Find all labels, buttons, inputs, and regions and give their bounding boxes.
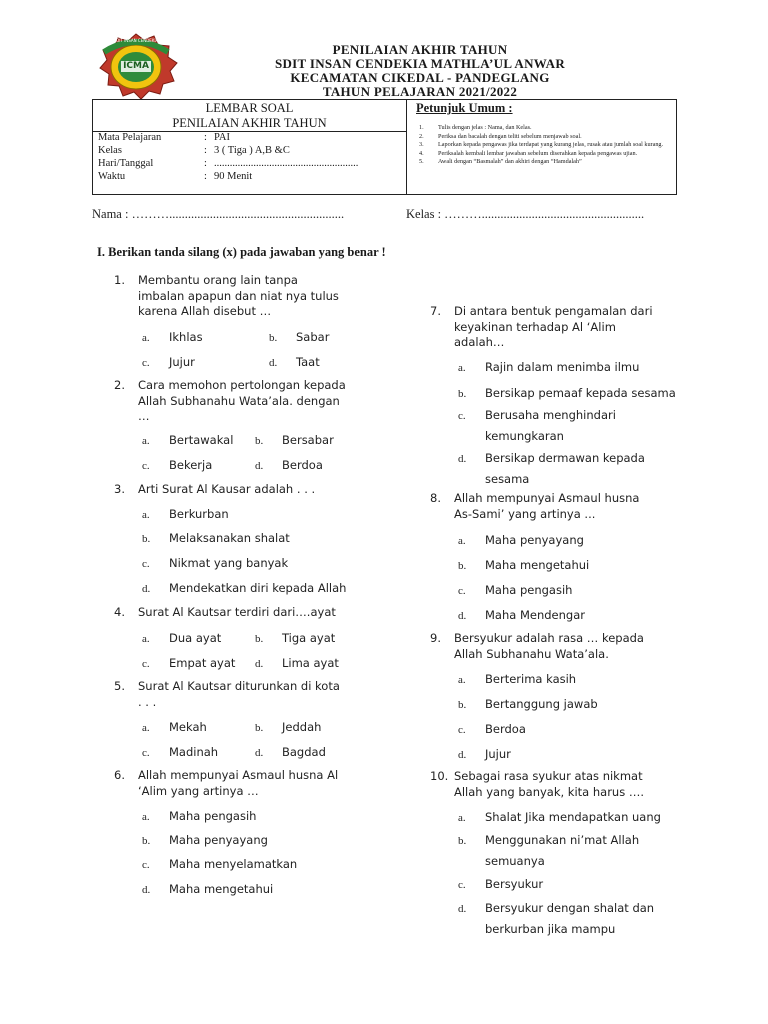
option-letter: d. xyxy=(142,884,151,896)
petunjuk-item xyxy=(419,133,669,141)
petunjuk-title: Petunjuk Umum : xyxy=(416,101,513,115)
answer-option[interactable] xyxy=(255,433,334,447)
answer-option[interactable] xyxy=(458,901,654,915)
option-letter: c. xyxy=(458,410,466,422)
answer-option[interactable] xyxy=(458,386,676,400)
question-text xyxy=(138,273,339,320)
question-line: Allah Subhanahu Wata’ala. dengan xyxy=(138,393,340,408)
question-line: Allah yang banyak, kita harus …. xyxy=(454,784,645,799)
answer-option[interactable] xyxy=(458,533,584,547)
option-text: Shalat Jika mendapatkan uang xyxy=(485,810,661,824)
question-text xyxy=(454,769,644,800)
answer-option[interactable] xyxy=(142,631,221,645)
answer-option[interactable] xyxy=(458,810,661,824)
question-line: keyakinan terhadap Al ‘Alim xyxy=(454,319,616,334)
option-letter: b. xyxy=(458,699,467,711)
option-letter: a. xyxy=(142,633,150,645)
answer-option[interactable] xyxy=(269,330,329,344)
petunjuk-list xyxy=(419,124,669,167)
option-letter: d. xyxy=(458,453,467,465)
option-text: Mendekatkan diri kepada Allah xyxy=(169,581,347,595)
question xyxy=(114,273,364,320)
answer-option[interactable] xyxy=(142,656,235,670)
petunjuk-text: Awali dengan “Basmalah” dan akhiri dengan “Hamdalah” xyxy=(438,158,582,165)
header-school: SDIT INSAN CENDEKIA MATHLA’UL ANWAR xyxy=(274,56,566,71)
answer-option[interactable] xyxy=(142,720,207,734)
question-line: Allah mempunyai Asmaul husna xyxy=(454,491,640,505)
option-text: Tiga ayat xyxy=(282,631,336,645)
question-line: Di antara bentuk pengamalan dari xyxy=(454,304,653,318)
question-text xyxy=(138,605,336,621)
question-text xyxy=(454,631,644,662)
option-text: semuanya xyxy=(485,854,545,868)
answer-option[interactable] xyxy=(458,408,616,422)
question-number: 7. xyxy=(430,304,441,318)
option-text: Mekah xyxy=(169,720,207,734)
option-letter: a. xyxy=(458,535,466,547)
question-number: 1. xyxy=(114,273,125,287)
option-text: Nikmat yang banyak xyxy=(169,556,289,570)
question xyxy=(114,768,364,799)
kelas-field[interactable]: Kelas : ……….................................................... xyxy=(406,207,645,221)
info-row xyxy=(98,158,358,170)
option-text: Jeddah xyxy=(282,720,322,734)
question-line: Arti Surat Al Kausar adalah . . . xyxy=(138,482,316,496)
petunjuk-item xyxy=(419,158,669,166)
petunjuk-number: 4. xyxy=(419,149,424,157)
question-text xyxy=(138,679,340,710)
info-colon: : xyxy=(204,132,207,143)
option-letter: a. xyxy=(458,362,466,374)
penilaian-title: PENILAIAN AKHIR TAHUN xyxy=(172,116,327,130)
option-text: Bersikap dermawan kepada xyxy=(485,451,645,465)
question xyxy=(430,491,680,522)
option-letter: d. xyxy=(269,357,278,369)
option-letter: b. xyxy=(458,835,467,847)
option-letter: c. xyxy=(458,879,466,891)
info-value: 90 Menit xyxy=(214,171,253,182)
question-line: … xyxy=(138,409,150,423)
question-number: 6. xyxy=(114,768,125,782)
petunjuk-number: 5. xyxy=(419,158,424,165)
option-letter: a. xyxy=(142,332,150,344)
info-value: ....................................................... xyxy=(214,158,359,169)
option-text: Rajin dalam menimba ilmu xyxy=(485,360,640,374)
question-text xyxy=(138,482,315,498)
option-text: Berterima kasih xyxy=(485,672,577,686)
option-text: Lima ayat xyxy=(282,656,339,670)
option-letter: b. xyxy=(458,560,467,572)
header-title: PENILAIAN AKHIR TAHUN xyxy=(332,42,508,57)
question-line: Sebagai rasa syukur atas nikmat xyxy=(454,769,643,783)
question-number: 10. xyxy=(430,769,449,783)
answer-option[interactable] xyxy=(142,433,233,447)
option-text: Jujur xyxy=(169,355,195,369)
option-letter: c. xyxy=(142,859,150,871)
petunjuk-item xyxy=(419,124,669,132)
option-letter: c. xyxy=(142,658,150,670)
option-text: Bertawakal xyxy=(169,433,234,447)
question xyxy=(430,304,680,351)
option-text: Maha pengasih xyxy=(169,809,257,823)
option-text: Maha penyayang xyxy=(485,533,584,547)
petunjuk-number: 3. xyxy=(419,141,424,148)
option-text: Berdoa xyxy=(485,722,526,736)
answer-option[interactable] xyxy=(458,747,511,761)
section-instruction: I. Berikan tanda silang (x) pada jawaban yang benar ! xyxy=(97,245,386,259)
question-line: ‘Alim yang artinya … xyxy=(138,783,259,798)
petunjuk-text: Periksa dan bacalah dengan teliti sebelum menjawab soal. xyxy=(438,132,582,140)
answer-option[interactable] xyxy=(142,556,288,570)
question-line: . . . xyxy=(138,694,157,709)
answer-option[interactable] xyxy=(458,697,598,711)
option-letter: d. xyxy=(458,903,467,915)
exam-info-box xyxy=(92,99,677,195)
header-district: KECAMATAN CIKEDAL - PANDEGLANG xyxy=(290,70,550,85)
option-text: Berdoa xyxy=(282,458,323,472)
option-text: Berkurban xyxy=(169,507,229,521)
petunjuk-item xyxy=(419,150,669,158)
petunjuk-text: Periksalah kembali lembar jawaban sebelum diserahkan kepada pengawas ujian. xyxy=(438,149,638,157)
option-text: Bersabar xyxy=(282,433,334,447)
option-letter: a. xyxy=(458,812,466,824)
option-text: Berusaha menghindari xyxy=(485,408,616,422)
question-line: Surat Al Kautsar terdiri dari….ayat xyxy=(138,605,336,619)
answer-option[interactable] xyxy=(142,355,195,369)
option-letter: b. xyxy=(255,633,264,645)
option-text: Maha pengasih xyxy=(485,583,573,597)
info-row xyxy=(98,132,230,144)
option-text: Maha mengetahui xyxy=(485,558,590,572)
option-letter: d. xyxy=(142,583,151,595)
info-key: Kelas xyxy=(98,145,122,156)
question-text xyxy=(454,304,653,351)
question-line: karena Allah disebut … xyxy=(138,304,272,318)
answer-option[interactable] xyxy=(458,583,572,597)
answer-option-continued xyxy=(485,429,564,443)
question-number: 2. xyxy=(114,378,125,392)
info-colon: : xyxy=(204,158,207,169)
answer-option[interactable] xyxy=(458,608,585,622)
question-line: Membantu orang lain tanpa xyxy=(138,273,298,287)
info-colon: : xyxy=(204,171,207,182)
info-key: Mata Pelajaran xyxy=(98,132,162,143)
info-row xyxy=(98,171,252,183)
answer-option[interactable] xyxy=(142,507,229,521)
option-text: Maha penyayang xyxy=(169,833,268,847)
question-line: As-Sami’ yang artinya ... xyxy=(454,506,596,521)
info-key: Waktu xyxy=(98,171,126,182)
option-text: Bersikap pemaaf kepada sesama xyxy=(485,386,676,400)
option-letter: d. xyxy=(458,610,467,622)
answer-option[interactable] xyxy=(458,877,543,891)
option-text: Maha menyelamatkan xyxy=(169,857,298,871)
option-text: Bagdad xyxy=(282,745,326,759)
option-text: sesama xyxy=(485,472,530,486)
option-letter: b. xyxy=(255,722,264,734)
answer-option[interactable] xyxy=(142,531,290,545)
petunjuk-item xyxy=(419,141,669,149)
option-text: Sabar xyxy=(296,330,330,344)
option-text: kemungkaran xyxy=(485,429,564,443)
option-text: Madinah xyxy=(169,745,219,759)
question-number: 5. xyxy=(114,679,125,693)
answer-option-continued xyxy=(485,854,545,868)
question-text xyxy=(138,768,338,799)
option-text: Menggunakan ni’mat Allah xyxy=(485,833,640,847)
option-letter: a. xyxy=(142,435,150,447)
question-line: Surat Al Kautsar diturunkan di kota xyxy=(138,679,340,693)
answer-option[interactable] xyxy=(458,558,589,572)
question-text xyxy=(454,491,639,522)
question xyxy=(114,679,364,710)
answer-option-continued xyxy=(485,472,529,486)
answer-option[interactable] xyxy=(255,631,335,645)
question-number: 9. xyxy=(430,631,441,645)
info-value: 3 ( Tiga ) A,B &C xyxy=(214,145,290,156)
option-text: Jujur xyxy=(485,747,511,761)
option-letter: a. xyxy=(142,811,150,823)
question-text xyxy=(138,378,346,425)
question-line: adalah… xyxy=(454,335,505,349)
question xyxy=(430,769,680,800)
option-letter: b. xyxy=(458,388,467,400)
question xyxy=(430,631,680,662)
option-text: Ikhlas xyxy=(169,330,203,344)
answer-option-continued xyxy=(485,922,615,936)
name-field[interactable]: Nama : ………........................................................ xyxy=(92,207,345,221)
option-text: Taat xyxy=(296,355,320,369)
answer-option[interactable] xyxy=(142,330,203,344)
answer-option[interactable] xyxy=(255,745,326,759)
question xyxy=(114,482,364,498)
petunjuk-number: 1. xyxy=(419,124,424,131)
option-letter: a. xyxy=(142,722,150,734)
answer-option[interactable] xyxy=(142,833,268,847)
answer-option[interactable] xyxy=(142,882,273,896)
option-letter: b. xyxy=(142,533,151,545)
info-value: PAI xyxy=(214,132,230,143)
option-text: Bersyukur xyxy=(485,877,544,891)
petunjuk-text: Laporkan kepada pengawas jika terdapat yang kurang jelas, rusak atau jumlah soal kurang. xyxy=(438,141,664,148)
answer-option[interactable] xyxy=(142,458,212,472)
question-number: 3. xyxy=(114,482,125,496)
option-text: Maha Mendengar xyxy=(485,608,585,622)
option-letter: b. xyxy=(269,332,278,344)
option-letter: c. xyxy=(142,357,150,369)
option-text: Empat ayat xyxy=(169,656,236,670)
option-letter: a. xyxy=(458,674,466,686)
option-letter: c. xyxy=(142,747,150,759)
option-letter: d. xyxy=(458,749,467,761)
question-line: Bersyukur adalah rasa … kepada xyxy=(454,631,644,645)
info-row xyxy=(98,145,290,157)
option-letter: c. xyxy=(458,724,466,736)
question-line: Allah Subhanahu Wata’ala. xyxy=(454,646,609,661)
option-letter: c. xyxy=(458,585,466,597)
petunjuk-number: 2. xyxy=(419,132,424,140)
answer-option[interactable] xyxy=(269,355,320,369)
option-text: Bertanggung jawab xyxy=(485,697,598,711)
school-logo xyxy=(90,30,182,102)
option-text: Melaksanakan shalat xyxy=(169,531,290,545)
option-text: Bersyukur dengan shalat dan xyxy=(485,901,655,915)
question xyxy=(114,378,364,425)
info-key: Hari/Tanggal xyxy=(98,158,154,169)
header-year: TAHUN PELAJARAN 2021/2022 xyxy=(322,84,518,99)
option-letter: c. xyxy=(142,460,150,472)
answer-option[interactable] xyxy=(458,672,576,686)
answer-option[interactable] xyxy=(458,833,639,847)
answer-option[interactable] xyxy=(255,458,323,472)
answer-option[interactable] xyxy=(458,360,639,374)
option-text: Maha mengetahui xyxy=(169,882,274,896)
answer-option[interactable] xyxy=(142,745,218,759)
option-text: Dua ayat xyxy=(169,631,222,645)
answer-option[interactable] xyxy=(255,720,321,734)
answer-option[interactable] xyxy=(142,581,346,595)
option-letter: b. xyxy=(142,835,151,847)
answer-option[interactable] xyxy=(458,451,645,465)
logo-banner-text: SDIT INSAN CENDEKIA xyxy=(113,38,159,43)
logo-center-text: ICMA xyxy=(123,61,149,71)
option-letter: d. xyxy=(255,747,264,759)
answer-option[interactable] xyxy=(458,722,526,736)
question-line: imbalan apapun dan niat nya tulus xyxy=(138,288,339,303)
option-letter: a. xyxy=(142,509,150,521)
question-line: Allah mempunyai Asmaul husna Al xyxy=(138,768,339,782)
option-letter: b. xyxy=(255,435,264,447)
answer-option[interactable] xyxy=(142,857,297,871)
question-line: Cara memohon pertolongan kepada xyxy=(138,378,346,392)
option-letter: d. xyxy=(255,460,264,472)
petunjuk-text: Tulis dengan jelas : Nama, dan Kelas. xyxy=(438,124,532,131)
lembar-soal-title: LEMBAR SOAL xyxy=(205,101,294,115)
answer-option[interactable] xyxy=(255,656,339,670)
option-letter: c. xyxy=(142,558,150,570)
info-colon: : xyxy=(204,145,207,156)
answer-option[interactable] xyxy=(142,809,256,823)
question-number: 4. xyxy=(114,605,125,619)
option-text: Bekerja xyxy=(169,458,213,472)
question xyxy=(114,605,364,621)
option-text: berkurban jika mampu xyxy=(485,922,616,936)
question-number: 8. xyxy=(430,491,441,505)
option-letter: d. xyxy=(255,658,264,670)
